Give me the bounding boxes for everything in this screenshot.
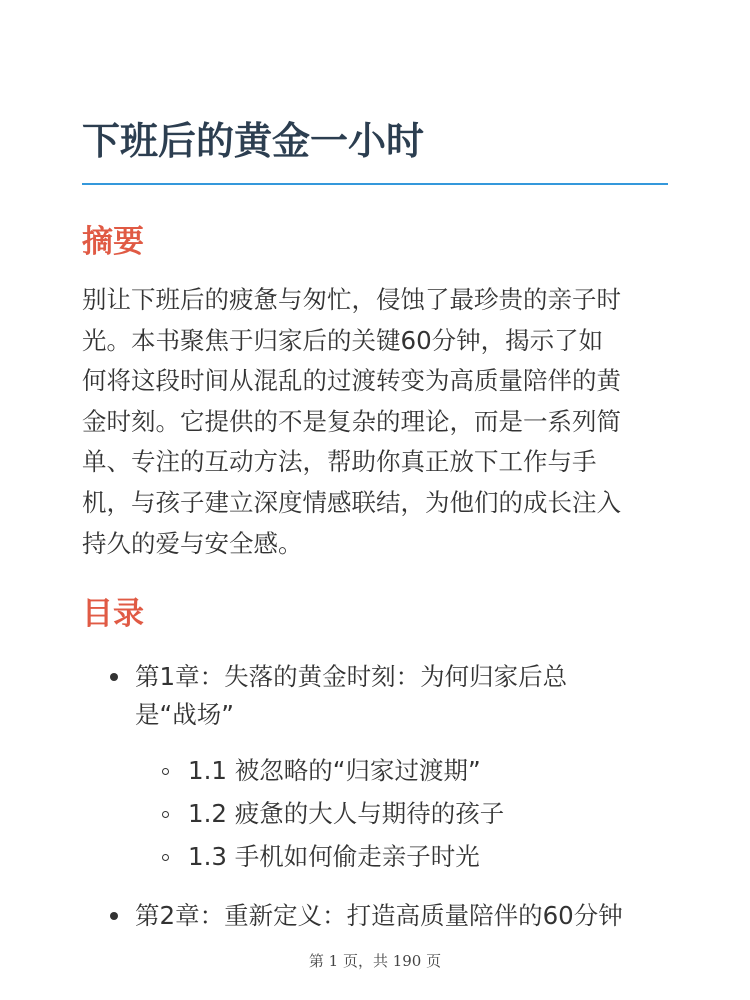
abstract-line: 何将这段时间从混乱的过渡转变为高质量陪伴的黄 (82, 366, 621, 396)
toc-chapter-title (135, 897, 695, 935)
hollow-bullet-icon (162, 811, 169, 818)
hollow-bullet-icon (162, 768, 169, 775)
book-title: 下班后的黄金一小时 (82, 119, 425, 163)
page-number: 第 1 页，共 190 页 (308, 952, 442, 970)
toc-section-title: 1.1 被忽略的“归家过渡期” (188, 756, 481, 785)
abstract-heading: 摘要 (82, 224, 144, 260)
toc-chapter-line: 第2章：重新定义：打造高质量陪伴的60分钟 (135, 901, 623, 930)
toc-chapter-title (135, 658, 615, 734)
title-divider (82, 183, 668, 185)
abstract-line: 持久的爱与安全感。 (82, 528, 303, 558)
hollow-bullet-icon (162, 854, 169, 861)
toc-section-title: 1.3 手机如何偷走亲子时光 (188, 842, 480, 871)
abstract-paragraph (82, 280, 672, 564)
abstract-line: 单、专注的互动方法，帮助你真正放下工作与手 (82, 447, 597, 477)
abstract-line: 金时刻。它提供的不是复杂的理论，而是一系列简 (82, 406, 621, 436)
toc-chapter-line: 是“战场” (135, 700, 234, 729)
abstract-line: 机，与孩子建立深度情感联结，为他们的成长注入 (82, 487, 621, 517)
bullet-icon (110, 912, 118, 920)
abstract-line: 别让下班后的疲惫与匆忙，侵蚀了最珍贵的亲子时 (82, 285, 621, 314)
toc-section-title: 1.2 疲惫的大人与期待的孩子 (188, 799, 505, 828)
toc-chapter-line: 第1章：失落的黄金时刻：为何归家后总 (135, 662, 568, 691)
abstract-line: 光。本书聚焦于归家后的关键60分钟，揭示了如 (82, 325, 604, 355)
toc-heading: 目录 (82, 596, 144, 632)
bullet-icon (110, 673, 118, 681)
